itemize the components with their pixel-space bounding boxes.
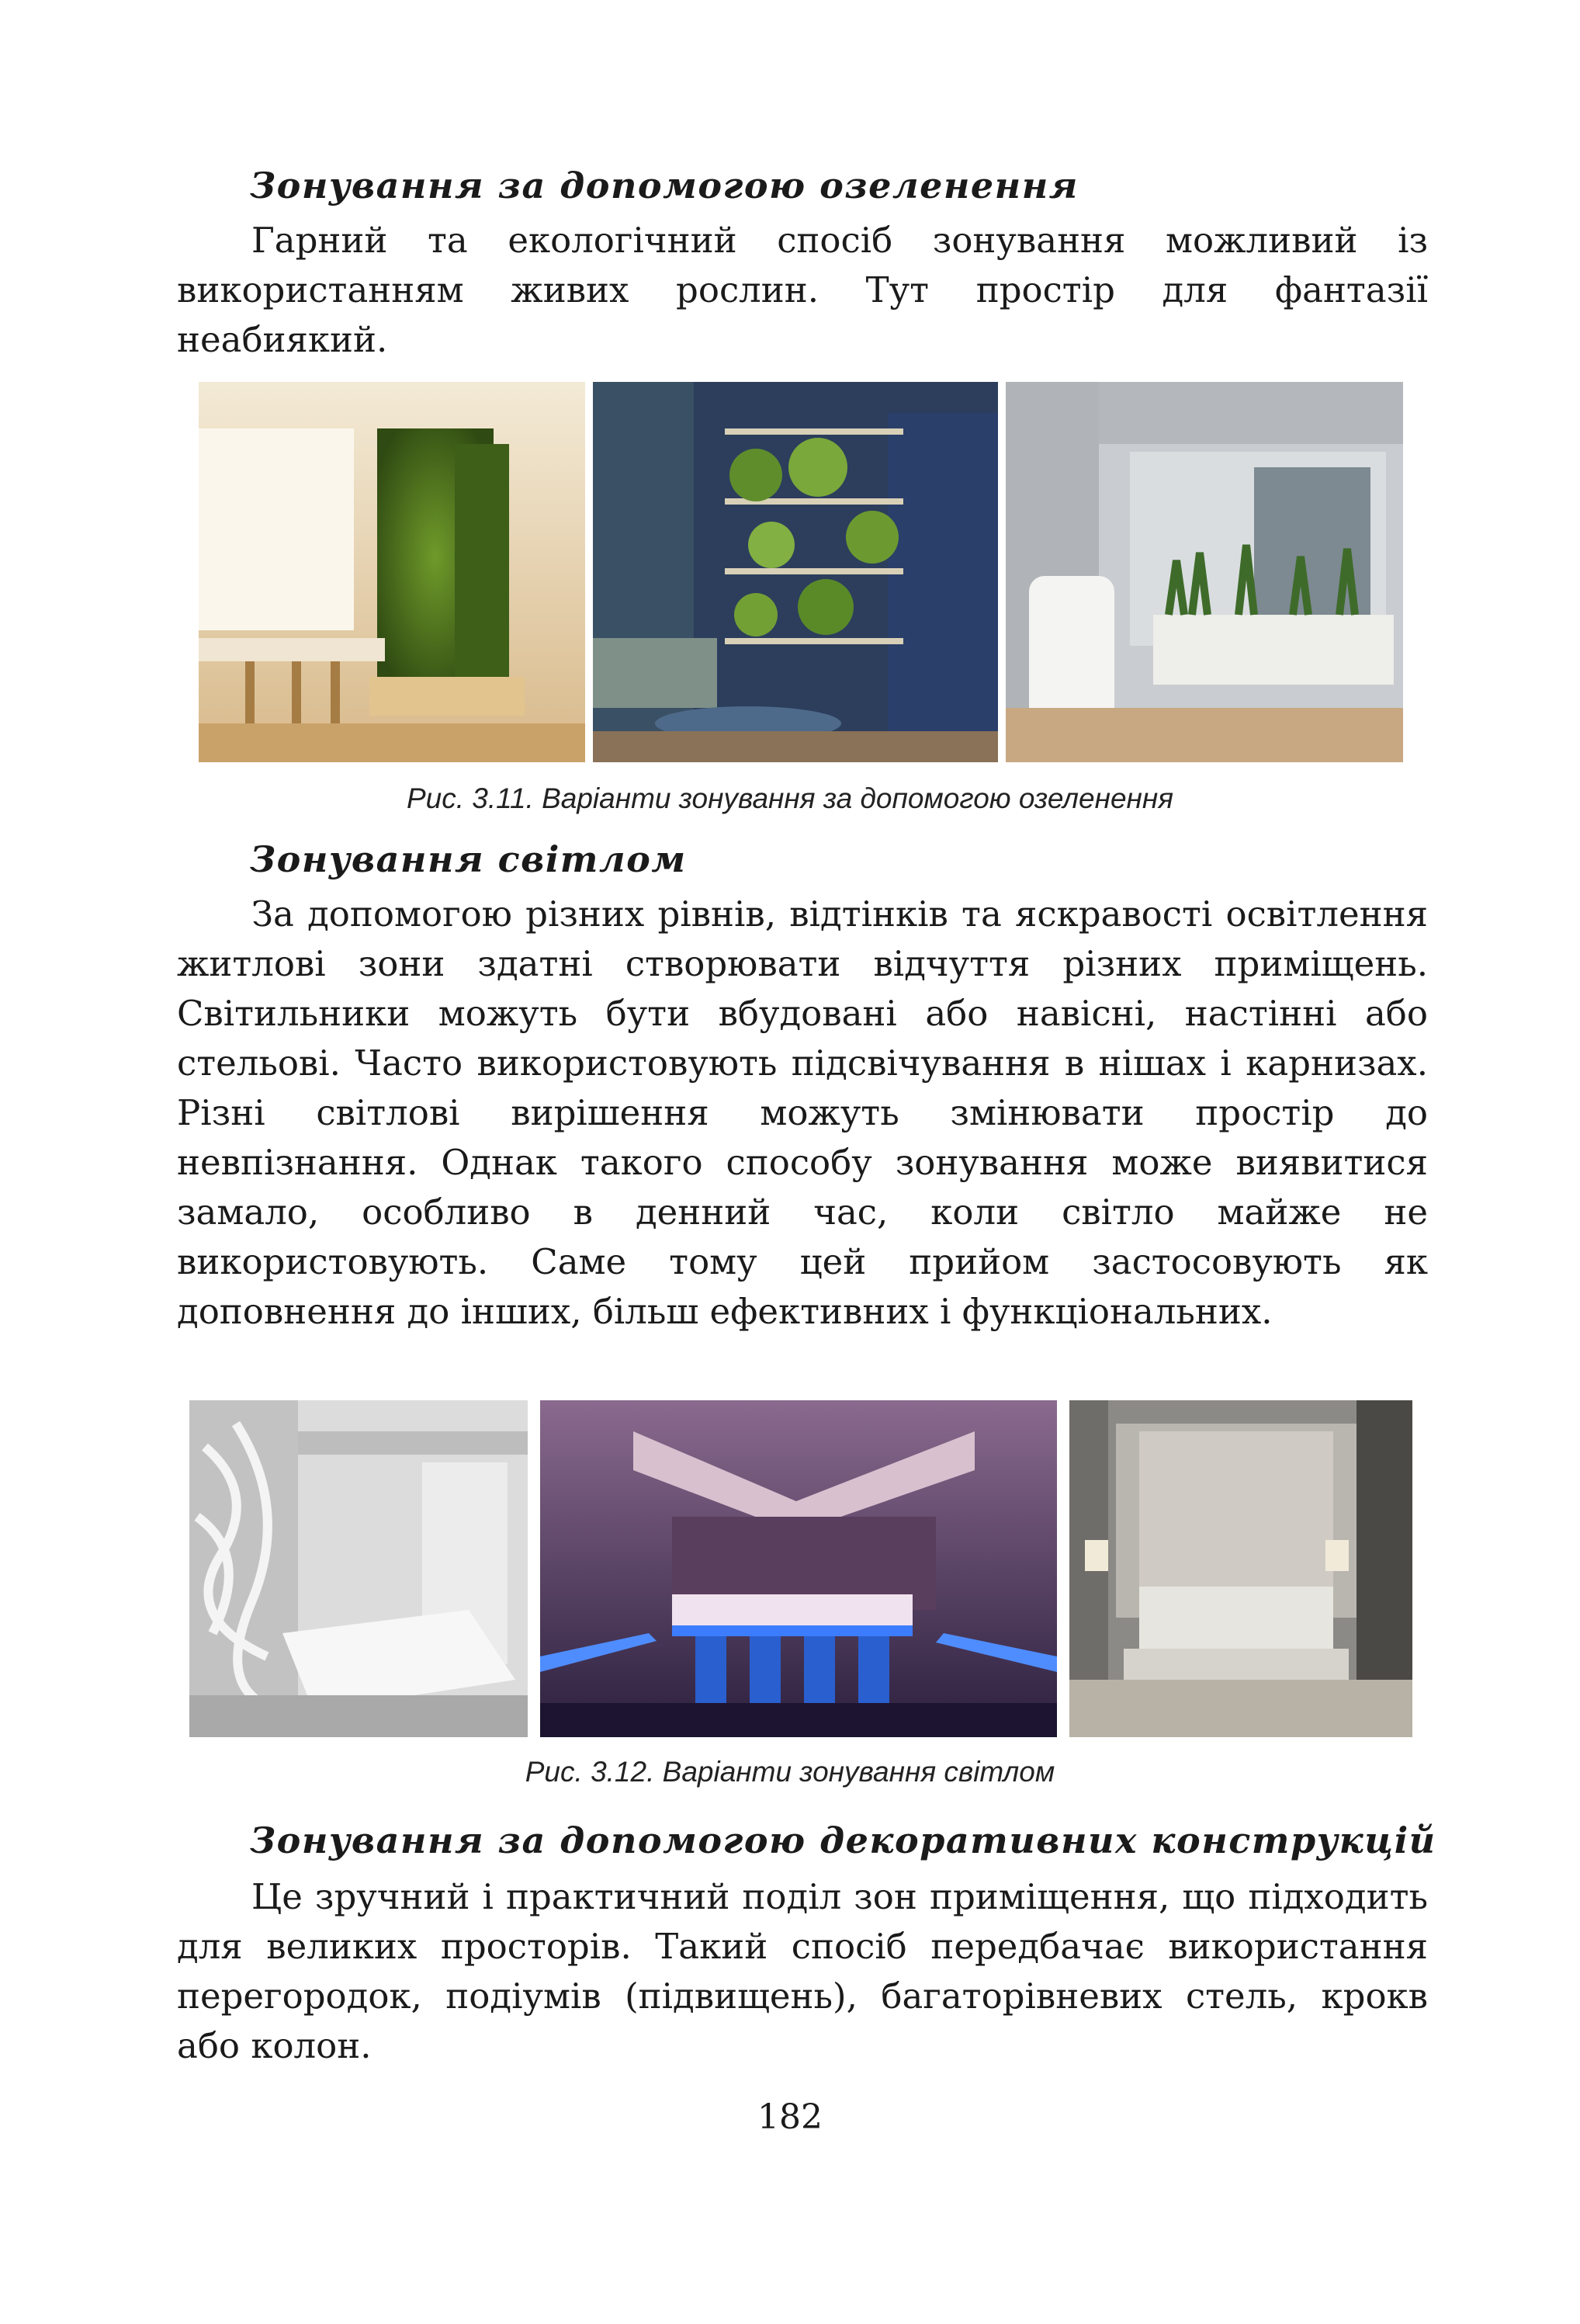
green-wall-kitchen-photo bbox=[199, 382, 585, 762]
figure-caption-3-12: Рис. 3.12. Варіанти зонування світлом bbox=[525, 1756, 1055, 1788]
section-heading-decorative: Зонування за допомогою декоративних конструкцій bbox=[250, 1819, 1436, 1861]
office-planters-photo bbox=[1006, 382, 1403, 762]
hanging-plants-living-room-photo bbox=[593, 382, 998, 762]
white-bedroom-light-panel-photo bbox=[189, 1400, 528, 1737]
paragraph-greenery: Гарний та екологічний спосіб зонування можливий із використанням живих рослин. Тут простір для фантазії неабиякий. bbox=[177, 220, 1428, 360]
page-number: 182 bbox=[757, 2097, 823, 2137]
paragraph-light: За допомогою різних рівнів, відтінків та яскравості освітлення житлові зони здатні створювати відчуття різних приміщень. Світильники можуть бути вбудовані або навісні, настінні або стельові. Часто використовують підсвічування в нішах і карнизах. Різні світлові вирішення можуть змінювати простір до невпізнання. Однак такого способу зонування може виявитися замало, особливо в денний час, коли світло майже не використовують. Саме тому цей прийом застосовують як доповнення до інших, більш ефективних і функціональних. bbox=[177, 893, 1428, 1332]
paragraph-decorative: Це зручний і практичний поділ зон приміщення, що підходить для великих просторів. Такий спосіб передбачає використання перегородок, подіумів (підвищень), багаторівневих стель, крокв або колон. bbox=[177, 1876, 1428, 2066]
section-heading-light: Зонування світлом bbox=[250, 838, 687, 880]
figure-caption-3-11: Рис. 3.11. Варіанти зонування за допомогою озеленення bbox=[406, 782, 1174, 814]
neon-kitchen-photo bbox=[540, 1400, 1057, 1737]
bedroom-wall-lights-photo bbox=[1069, 1400, 1412, 1737]
section-heading-greenery: Зонування за допомогою озеленення bbox=[250, 165, 1079, 206]
